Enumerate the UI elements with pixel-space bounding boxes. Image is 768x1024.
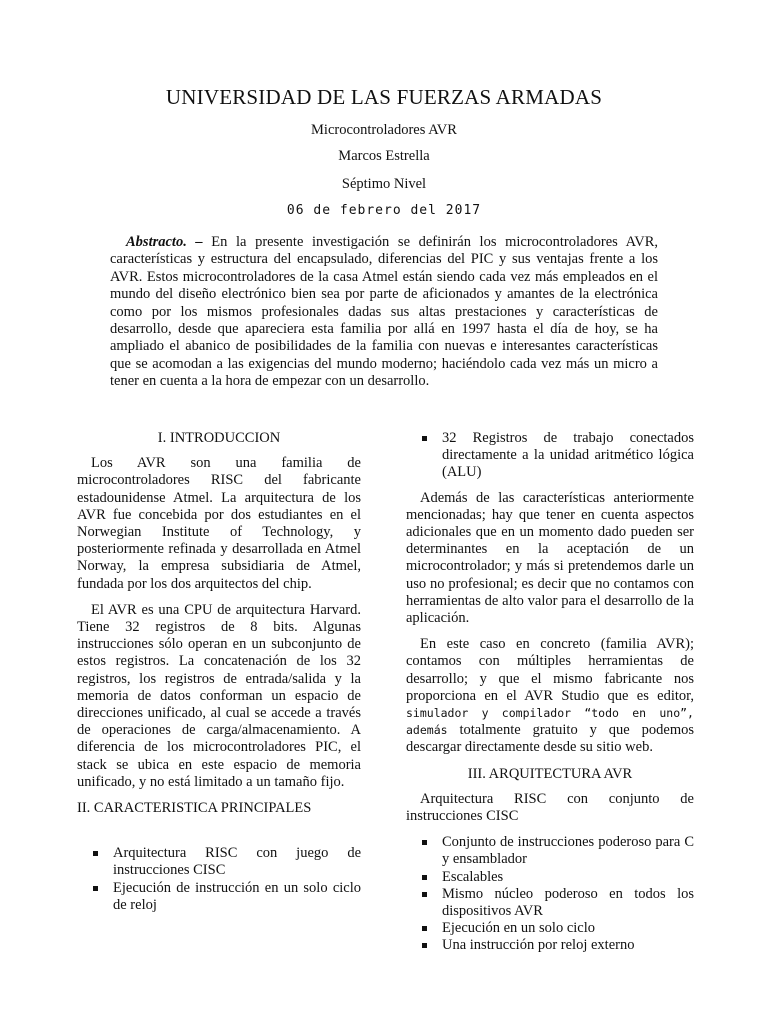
list-item: Escalables: [442, 869, 694, 886]
university-title: UNIVERSIDAD DE LAS FUERZAS ARMADAS: [165, 85, 603, 109]
section-heading-caracteristicas: II. CARACTERISTICA PRINCIPALES: [77, 800, 312, 817]
abstract-text: En la presente investigación se definirán los microcontroladores AVR, características y estructura del encapsulado, diferencias del PIC y sus ventajas frente a los AVR. Estos microcontroladores de la casa Atmel están siendo cada vez más empleados en el mundo del diseño electrónico bien sea por parte de aficionados y amantes de la electrónica como por los mismos profesionales dadas sus altas prestaciones y características de desarrollo, desde que apareciera esta familia por allá en 1997 hasta el día de hoy, se ha ampliado el abanico de posibilidades de la familia con nuevas e interesantes características que se acomodan a las exigencias del mundo moderno; haciéndolo cada vez más un micro a tener en cuenta a la hora de empezar con un desarrollo.: [110, 234, 658, 390]
features-paragraph-1: Además de las características anteriormente mencionadas; hay que tener en cuenta aspectos adicionales que en un momento dado pueden ser determinantes en la aceptación de un microcontrolador; y más si pretendemos darle un uso no profesional; es decir que no contamos con herramientas de alto valor para el desarrollo de la aplicación.: [406, 489, 694, 627]
abstract-block: [110, 234, 658, 391]
features-paragraph-2-end: totalmente gratuito y que podemos descargar directamente desde su sitio web.: [406, 722, 694, 756]
list-item: Una instrucción por reloj externo: [442, 937, 694, 954]
arch-paragraph-1: Arquitectura RISC con conjunto de instrucciones CISC: [406, 790, 694, 825]
list-item: Ejecución en un solo ciclo: [442, 920, 694, 937]
features-list: [77, 845, 361, 914]
features-list-continued: [406, 430, 694, 482]
features-paragraph-2-mono: simulador y compilador “todo en uno”, además: [406, 706, 694, 738]
list-item: Arquitectura RISC con juego de instrucciones CISC: [113, 845, 361, 879]
section-heading-arquitectura: III. ARQUITECTURA AVR: [467, 765, 633, 782]
arch-list: [406, 834, 694, 954]
author-name: Marcos Estrella: [338, 148, 430, 164]
level-label: Séptimo Nivel: [341, 176, 427, 192]
course-name: Microcontroladores AVR: [311, 122, 457, 138]
abstract-label: Abstracto. –: [126, 234, 203, 250]
list-item: Conjunto de instrucciones poderoso para C y ensamblador: [442, 834, 694, 868]
right-column: [406, 430, 694, 963]
date-line: 06 de febrero del 2017: [286, 203, 482, 218]
intro-paragraph-2: El AVR es una CPU de arquitectura Harvard. Tiene 32 registros de 8 bits. Algunas instrucciones sólo operan en un subconjunto de estos registros. La concatenación de los 32 registros, los registros de entrada/salida y la memoria de datos conforman un espacio de direcciones unificado, al cual se accede a través de operaciones de carga/almacenamiento. A diferencia de los microcontroladores PIC, el stack se ubica en este espacio de memoria unificado, y no está limitado a un tamaño fijo.: [77, 601, 361, 790]
list-item: Mismo núcleo poderoso en todos los dispositivos AVR: [442, 885, 694, 920]
features-paragraph-2-start: En este caso en concreto (familia AVR); contamos con múltiples herramientas de desarrollo; y que el mismo fabricante nos proporciona en el AVR Studio que es editor,: [406, 636, 694, 704]
intro-paragraph-1: Los AVR son una familia de microcontroladores RISC del fabricante estadounidense Atmel. La arquitectura de los AVR fue concebida por dos estudiantes en el Norwegian Institute of Technology, y posteriormente refinada y desarrollada en Atmel Norway, la empresa subsidiaria de Atmel, fundada por los dos arquitectos del chip.: [77, 455, 361, 592]
list-item: Ejecución de instrucción en un solo ciclo de reloj: [113, 879, 361, 913]
list-item: 32 Registros de trabajo conectados directamente a la unidad aritmético lógica (ALU): [442, 430, 694, 481]
left-column: [77, 430, 361, 922]
features-paragraph-2: [406, 636, 694, 756]
section-heading-introduccion: I. INTRODUCCION: [157, 430, 281, 446]
